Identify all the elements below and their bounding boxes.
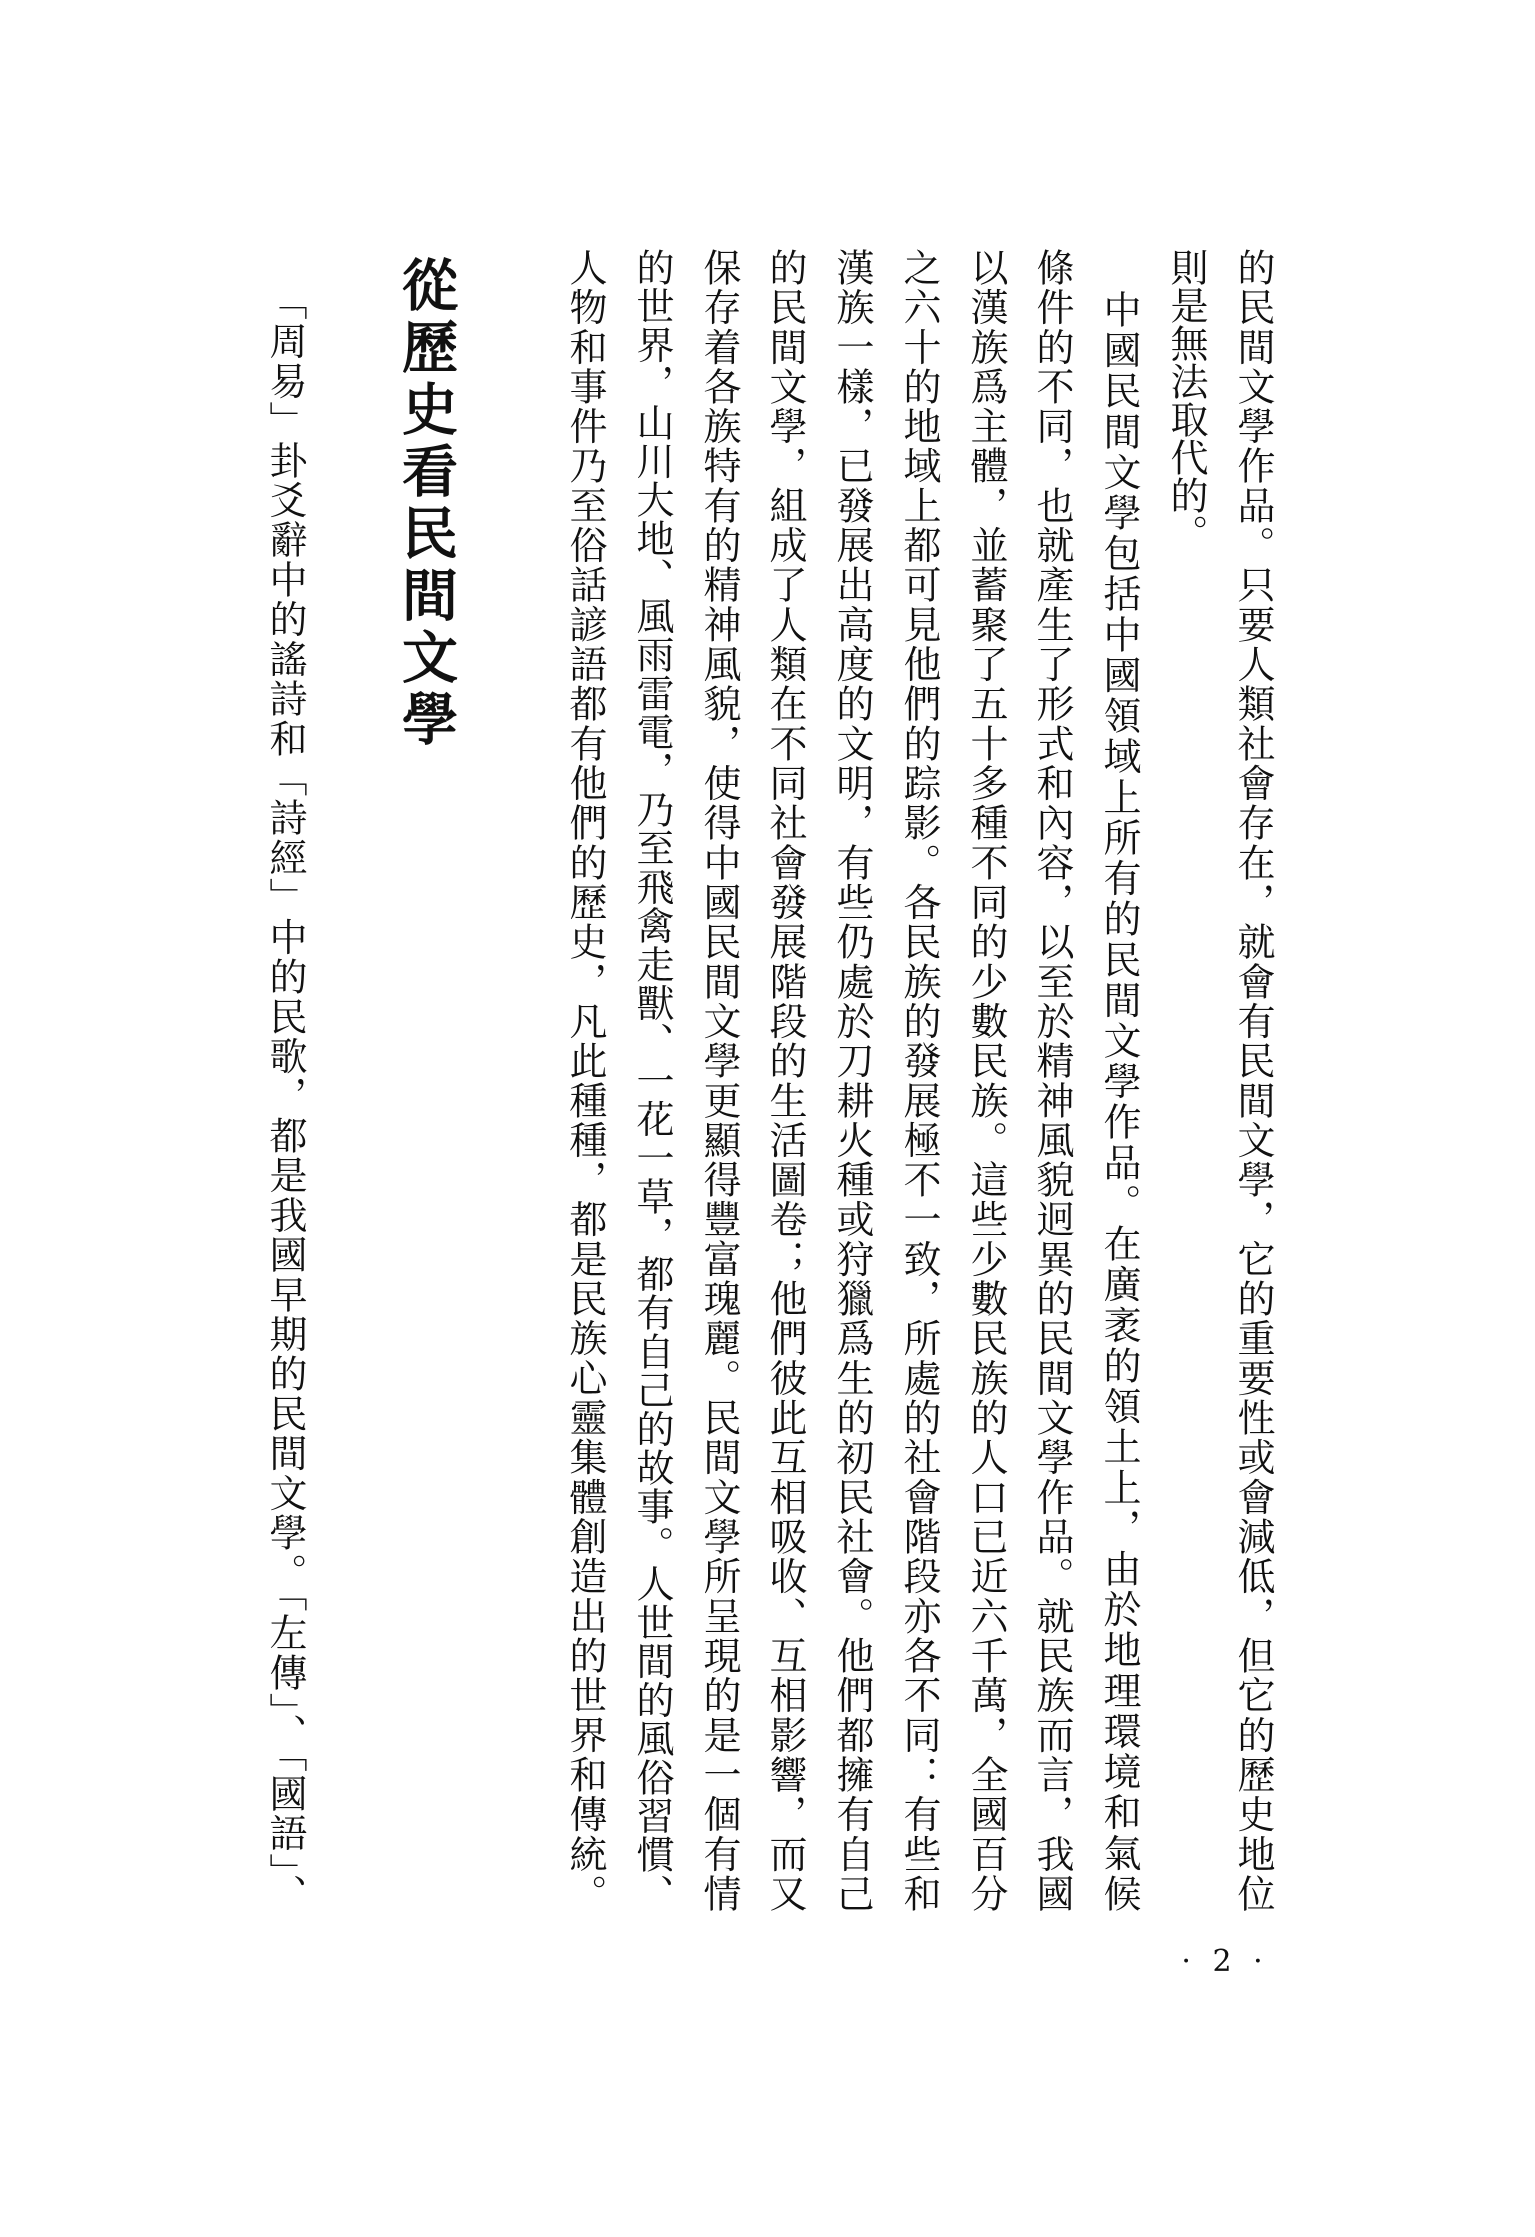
text-column: 以漢族爲主體，並蓄聚了五十多種不同的少數民族。這些少數民族的人口已近六千萬，全國百分 — [964, 248, 1008, 1912]
section-heading: 從歷史看民間文學 — [393, 256, 459, 746]
text-column: 的民間文學作品。只要人類社會存在，就會有民間文學，它的重要性或會減低，但它的歷史地位 — [1231, 248, 1275, 1912]
text-column: 之六十的地域上都可見他們的踪影。各民族的發展極不一致，所處的社會階段亦各不同：有些和 — [897, 248, 941, 1912]
paragraph-start-column: 「周易」卦爻辭中的謠詩和「詩經」中的民歌，都是我國早期的民間文學。「左傳」、「國語」、 — [263, 282, 307, 1912]
paragraph-start-column: 中國民間文學包括中國領域上所有的民間文學作品。在廣袤的領土上，由於地理環境和氣候 — [1097, 290, 1141, 1912]
text-column: 的世界，山川大地、風雨雷電，乃至飛禽走獸、一花一草，都有自己的故事。人世間的風俗習慣、 — [630, 248, 674, 1912]
text-column: 漢族一樣，已發展出高度的文明，有些仍處於刀耕火種或狩獵爲生的初民社會。他們都擁有自己 — [830, 248, 874, 1912]
text-column: 則是無法取代的。 — [1164, 248, 1208, 552]
page-number: · 2 · — [1181, 1944, 1269, 1979]
text-column: 保存着各族特有的精神風貌，使得中國民間文學更顯得豐富瑰麗。民間文學所呈現的是一個有情 — [697, 248, 741, 1912]
text-column: 的民間文學，組成了人類在不同社會發展階段的生活圖卷；他們彼此互相吸收、互相影響，而又 — [763, 248, 807, 1912]
text-column: 條件的不同，也就產生了形式和內容，以至於精神風貌迥異的民間文學作品。就民族而言，我國 — [1030, 248, 1074, 1912]
text-column: 人物和事件乃至俗話諺語都有他們的歷史，凡此種種，都是民族心靈集體創造出的世界和傳統。 — [563, 248, 607, 1912]
